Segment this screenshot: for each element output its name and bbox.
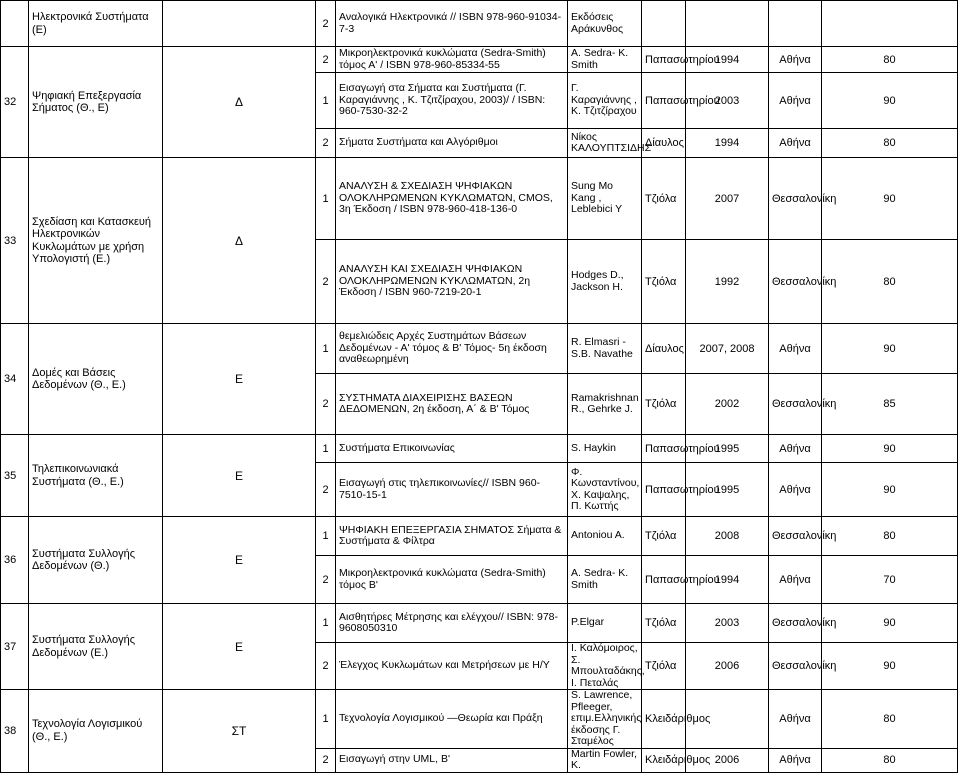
author-cell: Ι. Καλόμοιρος, Σ. Μπουλταδάκης, Ι. Πεταλάς — [568, 643, 642, 690]
year-cell: 2006 — [686, 643, 769, 690]
year-cell: 2008 — [686, 517, 769, 556]
volume-cell: 1 — [316, 324, 336, 374]
volume-cell: 2 — [316, 463, 336, 517]
author-cell: A. Sedra- K. Smith — [568, 47, 642, 73]
book-title-cell: Αισθητήρες Μέτρησης και ελέγχου// ISBN: 978-9608050310 — [336, 604, 568, 643]
course-number-cell: 32 — [1, 47, 29, 158]
semester-cell — [163, 1, 316, 47]
book-title-cell: Σήματα Συστήματα και Αλγόριθμοι — [336, 129, 568, 158]
course-cell: Ηλεκτρονικά Συστήματα (Ε) — [29, 1, 163, 47]
volume-cell: 2 — [316, 240, 336, 324]
publisher-cell: Κλειδάριθμος — [642, 748, 686, 772]
publisher-cell: Κλειδάριθμος — [642, 690, 686, 749]
course-number-cell: 34 — [1, 324, 29, 435]
book-title-cell: Μικροηλεκτρονικά κυκλώματα (Sedra-Smith) τόμος Β' — [336, 556, 568, 604]
course-number-cell: 36 — [1, 517, 29, 604]
book-title-cell: ΑΝΑΛΥΣΗ ΚΑΙ ΣΧΕΔΙΑΣΗ ΨΗΦΙΑΚΩΝ ΟΛΟΚΛΗΡΩΜΕΝΩΝ ΚΥΚΛΩΜΑΤΩΝ, 2η Έκδοση / ISBN 960-7219-20-1 — [336, 240, 568, 324]
pages-cell: 90 — [822, 158, 958, 240]
publisher-cell: Δίαυλος — [642, 129, 686, 158]
book-title-cell: ΣΥΣΤΗΜΑΤΑ ΔΙΑΧΕΙΡΙΣΗΣ ΒΑΣΕΩΝ ΔΕΔΟΜΕΝΩΝ, 2η έκδοση, Α΄ & Β' Τόμος — [336, 374, 568, 435]
volume-cell: 1 — [316, 517, 336, 556]
author-cell: Antoniou A. — [568, 517, 642, 556]
course-number-cell: 37 — [1, 604, 29, 690]
pages-cell: 85 — [822, 374, 958, 435]
city-cell: Αθήνα — [769, 47, 822, 73]
book-title-cell: ΑΝΑΛΥΣΗ & ΣΧΕΔΙΑΣΗ ΨΗΦΙΑΚΩΝ ΟΛΟΚΛΗΡΩΜΕΝΩΝ ΚΥΚΛΩΜΑΤΩΝ, CMOS, 3η Έκδοση / ISBN 978-960-418-136-0 — [336, 158, 568, 240]
volume-cell: 2 — [316, 374, 336, 435]
volume-cell: 1 — [316, 435, 336, 463]
publisher-cell: Παπασωτηρίου — [642, 47, 686, 73]
author-cell: S. Lawrence, Pfleeger, επιμ.Ελληνικής έκδοσης Γ. Σταμέλος — [568, 690, 642, 749]
course-cell: Δομές και Βάσεις Δεδομένων (Θ., Ε.) — [29, 324, 163, 435]
volume-cell: 1 — [316, 604, 336, 643]
publisher-cell: Παπασωτηρίου — [642, 463, 686, 517]
year-cell: 1994 — [686, 556, 769, 604]
year-cell — [686, 1, 769, 47]
table-row — [1, 158, 958, 240]
city-cell: Αθήνα — [769, 748, 822, 772]
volume-cell: 2 — [316, 643, 336, 690]
course-cell: Τηλεπικοινωνιακά Συστήματα (Θ., Ε.) — [29, 435, 163, 517]
publisher-cell: Δίαυλος — [642, 324, 686, 374]
table-row — [1, 517, 958, 556]
book-title-cell: Εισαγωγή στα Σήματα και Συστήματα (Γ. Καραγιάννης , Κ. Τζιτζίραχου, 2003)/ / ISBN: 960-7530-32-2 — [336, 73, 568, 129]
table-body — [1, 1, 958, 773]
course-number-cell: 38 — [1, 690, 29, 773]
table-row — [1, 1, 958, 47]
table-row — [1, 47, 958, 73]
pages-cell: 80 — [822, 47, 958, 73]
semester-cell: Δ — [163, 158, 316, 324]
author-cell: Εκδόσεις Αράκυνθος — [568, 1, 642, 47]
author-cell: R. Elmasri - S.B. Navathe — [568, 324, 642, 374]
table-row — [1, 604, 958, 643]
book-title-cell: Τεχνολογία Λογισμικού —Θεωρία και Πράξη — [336, 690, 568, 749]
table-row — [1, 435, 958, 463]
publisher-cell: Παπασωτηρίου — [642, 435, 686, 463]
book-title-cell: Μικροηλεκτρονικά κυκλώματα (Sedra-Smith) τόμος Α' / ISBN 978-960-85334-55 — [336, 47, 568, 73]
semester-cell: Ε — [163, 435, 316, 517]
city-cell: Θεσσαλονίκη — [769, 517, 822, 556]
course-cell: Σχεδίαση και Κατασκευή Ηλεκτρονικών Κυκλωμάτων με χρήση Υπολογιστή (Ε.) — [29, 158, 163, 324]
pages-cell: 70 — [822, 556, 958, 604]
year-cell: 2006 — [686, 748, 769, 772]
semester-cell: ΣΤ — [163, 690, 316, 773]
pages-cell: 80 — [822, 690, 958, 749]
city-cell: Αθήνα — [769, 324, 822, 374]
semester-cell: Δ — [163, 47, 316, 158]
pages-cell — [822, 1, 958, 47]
author-cell: A. Sedra- K. Smith — [568, 556, 642, 604]
city-cell: Θεσσαλονίκη — [769, 374, 822, 435]
volume-cell: 2 — [316, 556, 336, 604]
volume-cell: 2 — [316, 748, 336, 772]
pages-cell: 80 — [822, 517, 958, 556]
course-cell: Συστήματα Συλλογής Δεδομένων (Ε.) — [29, 604, 163, 690]
table-row — [1, 324, 958, 374]
city-cell: Θεσσαλονίκη — [769, 158, 822, 240]
pages-cell: 90 — [822, 643, 958, 690]
book-title-cell: Εισαγωγή στην UML, Β' — [336, 748, 568, 772]
course-number-cell: 35 — [1, 435, 29, 517]
city-cell: Αθήνα — [769, 556, 822, 604]
course-cell: Ψηφιακή Επεξεργασία Σήματος (Θ., Ε) — [29, 47, 163, 158]
city-cell: Θεσσαλονίκη — [769, 240, 822, 324]
volume-cell: 1 — [316, 158, 336, 240]
author-cell: Sung Mo Kang , Leblebici Y — [568, 158, 642, 240]
city-cell: Θεσσαλονίκη — [769, 643, 822, 690]
pages-cell: 90 — [822, 435, 958, 463]
course-cell: Συστήματα Συλλογής Δεδομένων (Θ.) — [29, 517, 163, 604]
city-cell: Θεσσαλονίκη — [769, 604, 822, 643]
book-title-cell: ΨΗΦΙΑΚΗ ΕΠΕΞΕΡΓΑΣΙΑ ΣΗΜΑΤΟΣ Σήματα & Συστήματα & Φίλτρα — [336, 517, 568, 556]
year-cell: 2003 — [686, 73, 769, 129]
publisher-cell: Τζιόλα — [642, 604, 686, 643]
volume-cell: 2 — [316, 47, 336, 73]
author-cell: Hodges D., Jackson H. — [568, 240, 642, 324]
pages-cell: 90 — [822, 324, 958, 374]
publisher-cell: Τζιόλα — [642, 643, 686, 690]
year-cell: 2003 — [686, 604, 769, 643]
publisher-cell: Τζιόλα — [642, 240, 686, 324]
author-cell: Γ. Καραγιάννης , Κ. Τζιτζίραχου — [568, 73, 642, 129]
year-cell: 2007 — [686, 158, 769, 240]
semester-cell: Ε — [163, 604, 316, 690]
book-title-cell: Συστήματα Επικοινωνίας — [336, 435, 568, 463]
city-cell: Αθήνα — [769, 690, 822, 749]
publisher-cell: Παπασωτηρίου — [642, 73, 686, 129]
volume-cell: 2 — [316, 1, 336, 47]
author-cell: S. Haykin — [568, 435, 642, 463]
year-cell: 2007, 2008 — [686, 324, 769, 374]
course-number-cell: 33 — [1, 158, 29, 324]
city-cell: Αθήνα — [769, 129, 822, 158]
city-cell: Αθήνα — [769, 435, 822, 463]
year-cell: 1994 — [686, 129, 769, 158]
pages-cell: 90 — [822, 463, 958, 517]
publisher-cell: Τζιόλα — [642, 158, 686, 240]
publisher-cell: Τζιόλα — [642, 517, 686, 556]
empty-cell — [1, 1, 29, 47]
book-title-cell: Έλεγχος Κυκλωμάτων και Μετρήσεων με Η/Υ — [336, 643, 568, 690]
year-cell: 1995 — [686, 463, 769, 517]
volume-cell: 2 — [316, 129, 336, 158]
volume-cell: 1 — [316, 690, 336, 749]
pages-cell: 90 — [822, 73, 958, 129]
publisher-cell: Παπασωτηρίου — [642, 556, 686, 604]
author-cell: Νίκος ΚΑΛΟΥΠΤΣΙΔΗΣ — [568, 129, 642, 158]
volume-cell: 1 — [316, 73, 336, 129]
city-cell: Αθήνα — [769, 463, 822, 517]
author-cell: P.Elgar — [568, 604, 642, 643]
pages-cell: 80 — [822, 240, 958, 324]
book-title-cell: θεμελιώδεις Αρχές Συστημάτων Βάσεων Δεδομένων - Α' τόμος & Β' Τόμος- 5η έκδοση αναθεωρημένη — [336, 324, 568, 374]
semester-cell: Ε — [163, 517, 316, 604]
course-cell: Τεχνολογία Λογισμικού (Θ., Ε.) — [29, 690, 163, 773]
author-cell: Φ. Κωνσταντίνου, Χ. Καψαλης, Π. Κωττής — [568, 463, 642, 517]
year-cell: 2002 — [686, 374, 769, 435]
table-row — [1, 690, 958, 749]
publisher-cell — [642, 1, 686, 47]
pages-cell: 80 — [822, 129, 958, 158]
author-cell: Ramakrishnan R., Gehrke J. — [568, 374, 642, 435]
year-cell: 1994 — [686, 47, 769, 73]
pages-cell: 80 — [822, 748, 958, 772]
year-cell: 1995 — [686, 435, 769, 463]
author-cell: Martin Fowler, K. — [568, 748, 642, 772]
year-cell: 1992 — [686, 240, 769, 324]
book-title-cell: Εισαγωγή στις τηλεπικοινωνίες// ISBN 960-7510-15-1 — [336, 463, 568, 517]
pages-cell: 90 — [822, 604, 958, 643]
book-title-cell: Αναλογικά Ηλεκτρονικά // ISBN 978-960-91034-7-3 — [336, 1, 568, 47]
city-cell: Αθήνα — [769, 73, 822, 129]
semester-cell: Ε — [163, 324, 316, 435]
city-cell — [769, 1, 822, 47]
publisher-cell: Τζιόλα — [642, 374, 686, 435]
